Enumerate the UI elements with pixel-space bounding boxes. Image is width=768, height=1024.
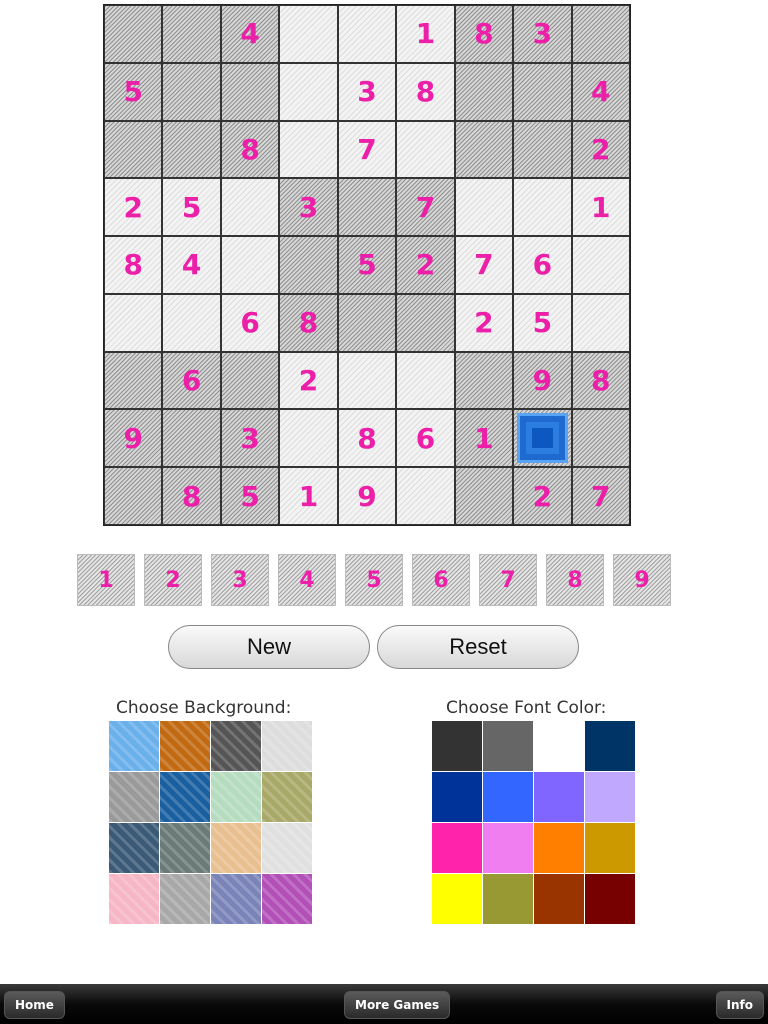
background-swatch-mint-glow[interactable]	[211, 772, 261, 822]
font-color-swatch-11[interactable]	[534, 823, 584, 873]
sudoku-cell-r9-c7[interactable]	[455, 467, 513, 525]
digit-button-9[interactable]: 9	[613, 554, 671, 606]
sudoku-cell-r6-c9[interactable]	[572, 294, 630, 352]
sudoku-cell-r4-c8[interactable]	[513, 178, 571, 236]
digit-button-1[interactable]: 1	[77, 554, 135, 606]
sudoku-cell-r9-c1[interactable]	[104, 467, 162, 525]
sudoku-cell-r4-c6[interactable]: 7	[396, 178, 454, 236]
background-swatch-floral-olive[interactable]	[262, 772, 312, 822]
sudoku-cell-r5-c6[interactable]: 2	[396, 236, 454, 294]
font-color-swatch-10[interactable]	[483, 823, 533, 873]
background-swatch-blue-rays[interactable]	[109, 721, 159, 771]
font-color-swatch-15[interactable]	[534, 874, 584, 924]
sudoku-cell-r7-c1[interactable]	[104, 352, 162, 410]
background-swatch-white-lattice[interactable]	[262, 823, 312, 873]
sudoku-cell-r8-c7[interactable]: 1	[455, 409, 513, 467]
sudoku-cell-r8-c5[interactable]: 8	[338, 409, 396, 467]
sudoku-cell-r1-c1[interactable]	[104, 5, 162, 63]
background-swatch-gray-fretwork[interactable]	[160, 874, 210, 924]
sudoku-cell-r8-c6[interactable]: 6	[396, 409, 454, 467]
more-games-button[interactable]: More Games	[344, 991, 450, 1019]
font-color-chooser-label: Choose Font Color:	[446, 698, 607, 718]
sudoku-cell-r6-c8[interactable]: 5	[513, 294, 571, 352]
background-swatch-pink-hearts[interactable]	[109, 874, 159, 924]
sudoku-cell-r8-c8[interactable]	[513, 409, 571, 467]
sudoku-cell-r6-c5[interactable]	[338, 294, 396, 352]
sudoku-cell-r2-c3[interactable]	[221, 63, 279, 121]
sudoku-cell-r7-c9[interactable]: 8	[572, 352, 630, 410]
digit-button-3[interactable]: 3	[211, 554, 269, 606]
sudoku-cell-r3-c3[interactable]: 8	[221, 121, 279, 179]
digit-button-4[interactable]: 4	[278, 554, 336, 606]
font-color-swatch-13[interactable]	[432, 874, 482, 924]
sudoku-cell-r2-c7[interactable]	[455, 63, 513, 121]
sudoku-cell-r6-c3[interactable]: 6	[221, 294, 279, 352]
digit-button-5[interactable]: 5	[345, 554, 403, 606]
sudoku-cell-r1-c6[interactable]: 1	[396, 5, 454, 63]
sudoku-cell-r4-c1[interactable]: 2	[104, 178, 162, 236]
sudoku-cell-r6-c1[interactable]	[104, 294, 162, 352]
font-color-swatch-3[interactable]	[534, 721, 584, 771]
sudoku-cell-r3-c7[interactable]	[455, 121, 513, 179]
sudoku-cell-r3-c2[interactable]	[162, 121, 220, 179]
sudoku-cell-r4-c5[interactable]	[338, 178, 396, 236]
sudoku-cell-r3-c1[interactable]	[104, 121, 162, 179]
sudoku-cell-r7-c6[interactable]	[396, 352, 454, 410]
font-color-swatch-6[interactable]	[483, 772, 533, 822]
sudoku-cell-r1-c8[interactable]: 3	[513, 5, 571, 63]
sudoku-cell-r9-c5[interactable]: 9	[338, 467, 396, 525]
background-swatch-blue-zigzag[interactable]	[160, 772, 210, 822]
sudoku-cell-r1-c4[interactable]	[279, 5, 337, 63]
background-swatch-grid	[109, 721, 312, 924]
background-swatch-gray-stone[interactable]	[211, 721, 261, 771]
home-button[interactable]: Home	[4, 991, 65, 1019]
sudoku-cell-r1-c9[interactable]	[572, 5, 630, 63]
font-color-swatch-grid	[432, 721, 635, 924]
background-swatch-pencil-scribble[interactable]	[262, 721, 312, 771]
sudoku-cell-r6-c2[interactable]	[162, 294, 220, 352]
background-swatch-navy-tribal[interactable]	[109, 823, 159, 873]
sudoku-cell-r4-c2[interactable]: 5	[162, 178, 220, 236]
sudoku-cell-r9-c6[interactable]	[396, 467, 454, 525]
digit-button-2[interactable]: 2	[144, 554, 202, 606]
sudoku-cell-r4-c9[interactable]: 1	[572, 178, 630, 236]
sudoku-cell-r9-c8[interactable]: 2	[513, 467, 571, 525]
font-color-swatch-7[interactable]	[534, 772, 584, 822]
sudoku-cell-r8-c2[interactable]	[162, 409, 220, 467]
sudoku-cell-r9-c2[interactable]: 8	[162, 467, 220, 525]
sudoku-cell-r9-c3[interactable]: 5	[221, 467, 279, 525]
sudoku-cell-r3-c6[interactable]	[396, 121, 454, 179]
sudoku-cell-r5-c3[interactable]	[221, 236, 279, 294]
sudoku-grid	[103, 4, 631, 526]
bottom-toolbar	[0, 984, 768, 1024]
sudoku-cell-r2-c9[interactable]: 4	[572, 63, 630, 121]
font-color-swatch-5[interactable]	[432, 772, 482, 822]
sudoku-cell-r6-c7[interactable]: 2	[455, 294, 513, 352]
sudoku-cell-r2-c5[interactable]: 3	[338, 63, 396, 121]
sudoku-cell-r2-c6[interactable]: 8	[396, 63, 454, 121]
font-color-swatch-2[interactable]	[483, 721, 533, 771]
sudoku-cell-r1-c2[interactable]	[162, 5, 220, 63]
sudoku-cell-r5-c8[interactable]: 6	[513, 236, 571, 294]
sudoku-cell-r3-c8[interactable]	[513, 121, 571, 179]
sudoku-cell-r8-c1[interactable]: 9	[104, 409, 162, 467]
background-swatch-diamond-tile[interactable]	[211, 823, 261, 873]
font-color-swatch-1[interactable]	[432, 721, 482, 771]
sudoku-cell-r4-c7[interactable]	[455, 178, 513, 236]
sudoku-cell-r7-c3[interactable]	[221, 352, 279, 410]
font-color-swatch-16[interactable]	[585, 874, 635, 924]
digit-picker	[77, 554, 671, 606]
font-color-swatch-9[interactable]	[432, 823, 482, 873]
background-swatch-orange-wood[interactable]	[160, 721, 210, 771]
sudoku-cell-r7-c2[interactable]: 6	[162, 352, 220, 410]
font-color-swatch-8[interactable]	[585, 772, 635, 822]
sudoku-cell-r2-c2[interactable]	[162, 63, 220, 121]
digit-button-7[interactable]: 7	[479, 554, 537, 606]
digit-button-8[interactable]: 8	[546, 554, 604, 606]
info-button[interactable]: Info	[716, 991, 764, 1019]
sudoku-cell-r9-c9[interactable]: 7	[572, 467, 630, 525]
sudoku-cell-r7-c7[interactable]	[455, 352, 513, 410]
sudoku-cell-r1-c3[interactable]: 4	[221, 5, 279, 63]
sudoku-cell-r5-c4[interactable]	[279, 236, 337, 294]
sudoku-cell-r6-c4[interactable]: 8	[279, 294, 337, 352]
sudoku-cell-r8-c4[interactable]	[279, 409, 337, 467]
sudoku-cell-r4-c4[interactable]: 3	[279, 178, 337, 236]
background-chooser-label: Choose Background:	[116, 698, 292, 718]
sudoku-cell-r5-c1[interactable]: 8	[104, 236, 162, 294]
sudoku-cell-r5-c5[interactable]: 5	[338, 236, 396, 294]
sudoku-cell-r4-c3[interactable]	[221, 178, 279, 236]
sudoku-cell-r3-c9[interactable]: 2	[572, 121, 630, 179]
sudoku-cell-r9-c4[interactable]: 1	[279, 467, 337, 525]
sudoku-cell-r3-c4[interactable]	[279, 121, 337, 179]
sudoku-cell-r6-c6[interactable]	[396, 294, 454, 352]
sudoku-cell-r2-c8[interactable]	[513, 63, 571, 121]
background-swatch-white-chain[interactable]	[109, 772, 159, 822]
font-color-swatch-4[interactable]	[585, 721, 635, 771]
font-color-swatch-14[interactable]	[483, 874, 533, 924]
background-swatch-purple-flowers[interactable]	[262, 874, 312, 924]
sudoku-cell-r3-c5[interactable]: 7	[338, 121, 396, 179]
sudoku-cell-r5-c9[interactable]	[572, 236, 630, 294]
sudoku-cell-r1-c5[interactable]	[338, 5, 396, 63]
sudoku-cell-r2-c4[interactable]	[279, 63, 337, 121]
font-color-swatch-12[interactable]	[585, 823, 635, 873]
background-swatch-blue-maze[interactable]	[211, 874, 261, 924]
background-swatch-gray-floral[interactable]	[160, 823, 210, 873]
sudoku-cell-r5-c7[interactable]: 7	[455, 236, 513, 294]
new-game-button[interactable]: New	[168, 625, 370, 669]
sudoku-cell-r5-c2[interactable]: 4	[162, 236, 220, 294]
sudoku-cell-r8-c3[interactable]: 3	[221, 409, 279, 467]
sudoku-cell-r2-c1[interactable]: 5	[104, 63, 162, 121]
reset-button[interactable]: Reset	[377, 625, 579, 669]
sudoku-cell-r1-c7[interactable]: 8	[455, 5, 513, 63]
sudoku-cell-r7-c8[interactable]: 9	[513, 352, 571, 410]
sudoku-cell-r7-c4[interactable]: 2	[279, 352, 337, 410]
digit-button-6[interactable]: 6	[412, 554, 470, 606]
sudoku-cell-r7-c5[interactable]	[338, 352, 396, 410]
sudoku-cell-r8-c9[interactable]	[572, 409, 630, 467]
